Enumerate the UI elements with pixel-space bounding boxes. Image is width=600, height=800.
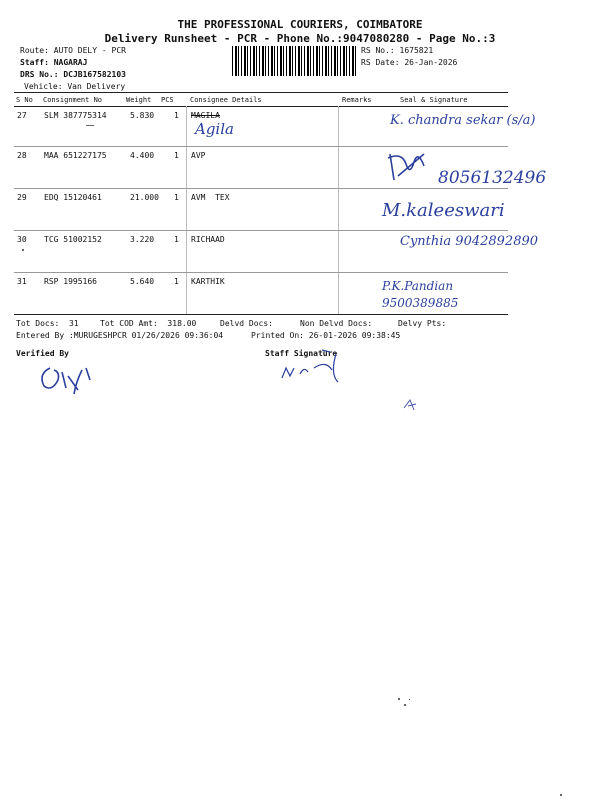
table-header-rule: [14, 106, 508, 107]
row27-handwritten-name: Agila: [195, 120, 234, 138]
row30-pcs: 1: [174, 235, 179, 244]
row27-consignee: MAGILA: [191, 111, 220, 120]
row-rule: [14, 230, 508, 231]
col-seal: Seal & Signature: [400, 96, 468, 104]
runsheet-title: Delivery Runsheet - PCR - Phone No.:9047080280 - Page No.:3: [104, 32, 496, 45]
row29-consignment: EDQ 15120461: [44, 193, 102, 202]
row27-sno: 27: [17, 111, 27, 120]
row30-weight: 3.220: [130, 235, 155, 244]
col-consignment: Consignment No: [43, 96, 103, 104]
scan-speck: [409, 699, 410, 700]
verifier-signature: [36, 360, 100, 396]
stray-mark: [22, 249, 24, 251]
col-pcs: PCS: [161, 96, 174, 104]
scan-speck: [560, 794, 562, 796]
rs-number: RS No.: 1675821: [361, 46, 434, 55]
drs-label: DRS No.: DCJB167582103: [20, 70, 126, 79]
row27-consignment: SLM 387775314: [44, 111, 107, 120]
row29-pcs: 1: [174, 193, 179, 202]
row31-sno: 31: [17, 277, 27, 286]
total-docs: Tot Docs: 31: [16, 319, 79, 328]
row27-pcs: 1: [174, 111, 179, 120]
row-rule: [14, 188, 508, 189]
row28-signature: 8056132496: [438, 168, 547, 188]
row31-signature: P.K.Pandian 9500389885: [382, 279, 459, 310]
scan-speck: [404, 704, 406, 706]
row28-sno: 28: [17, 151, 27, 160]
col-sno: S No: [16, 96, 33, 104]
row30-consignee: RICHAAD: [191, 235, 225, 244]
route-label: Route: AUTO DELY - PCR: [20, 46, 126, 55]
row31-consignee: KARTHIK: [191, 277, 225, 286]
row28-consignee: AVP: [191, 151, 206, 160]
staff-label: Staff: NAGARAJ: [20, 58, 88, 67]
row28-pcs: 1: [174, 151, 179, 160]
col-remarks: Remarks: [342, 96, 372, 104]
pen-mark: [402, 398, 420, 412]
rs-date: RS Date: 26-Jan-2026: [361, 58, 458, 67]
row28-scribble-signature: [384, 146, 434, 188]
barcode: [232, 46, 358, 76]
col-consignee: Consignee Details: [190, 96, 262, 104]
row31-weight: 5.640: [130, 277, 155, 286]
delivered-docs: Delvd Docs:: [220, 319, 273, 328]
row30-sno: 30: [17, 235, 27, 244]
verified-by-label: Verified By: [16, 349, 69, 358]
vehicle-label: Vehicle: Van Delivery: [24, 82, 126, 91]
printed-on: Printed On: 26-01-2026 09:38:45: [251, 331, 401, 340]
scan-speck: [398, 698, 400, 700]
row29-sno: 29: [17, 193, 27, 202]
row30-signature: Cynthia 9042892890: [400, 234, 539, 249]
pen-mark: [86, 125, 94, 126]
staff-signature-label: Staff Signature: [265, 349, 338, 358]
row27-signature: K. chandra sekar (s/a): [390, 113, 536, 128]
row31-consignment: RSP 1995166: [44, 277, 97, 286]
delivery-points: Delvy Pts:: [398, 319, 447, 328]
row29-consignee: AVM TEX: [191, 193, 230, 202]
row-rule: [14, 272, 508, 273]
entered-by: Entered By :MURUGESHPCR 01/26/2026 09:36:04: [16, 331, 224, 340]
column-rule: [186, 106, 187, 314]
row31-pcs: 1: [174, 277, 179, 286]
non-delivered-docs: Non Delvd Docs:: [300, 319, 373, 328]
staff-signature: [278, 348, 358, 384]
row29-weight: 21.000: [130, 193, 159, 202]
company-name: THE PROFESSIONAL COURIERS, COIMBATORE: [177, 18, 423, 31]
total-cod-amount: Tot COD Amt: 318.00: [100, 319, 197, 328]
row29-signature: M.kaleeswari: [382, 200, 505, 221]
row28-weight: 4.400: [130, 151, 155, 160]
col-weight: Weight: [126, 96, 152, 104]
column-rule: [338, 106, 339, 314]
table-top-rule: [14, 92, 508, 93]
row27-weight: 5.830: [130, 111, 155, 120]
table-bottom-rule: [14, 314, 508, 315]
row30-consignment: TCG 51002152: [44, 235, 102, 244]
row28-consignment: MAA 651227175: [44, 151, 107, 160]
